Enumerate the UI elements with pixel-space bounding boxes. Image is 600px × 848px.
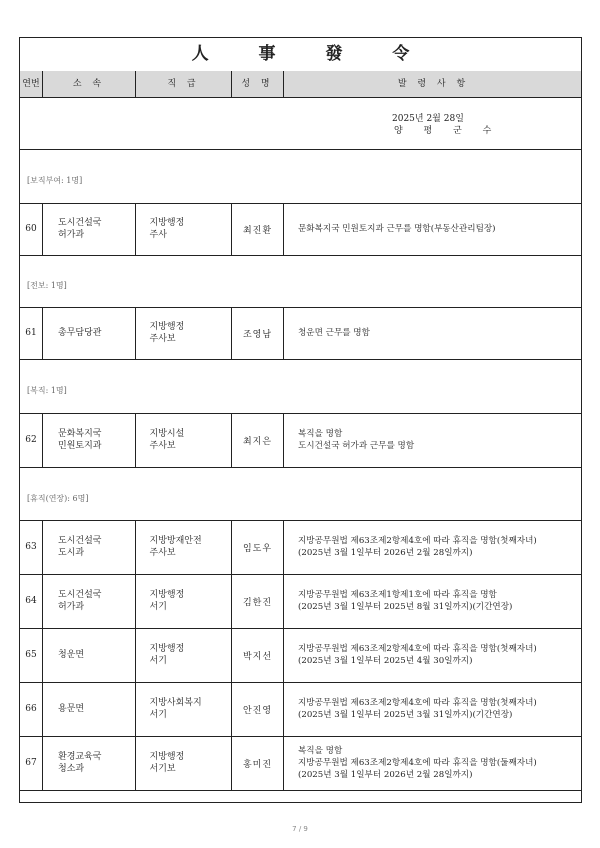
table-row xyxy=(20,203,581,256)
department-line: 도시건설국 xyxy=(58,218,102,228)
section-label: [보직부여: 1명] xyxy=(27,176,83,185)
issuer: 양 평 군 수 xyxy=(394,126,501,136)
detail-line: 지방공무원법 제63조제2항제4호에 따라 휴직을 명함(둘째자녀) xyxy=(298,758,537,768)
department-line: 총무담당관 xyxy=(58,328,102,338)
issue-block xyxy=(20,97,581,150)
cell-number xyxy=(20,413,43,467)
table-row xyxy=(20,574,581,629)
detail-line: (2025년 3월 1일부터 2026년 2월 28일까지) xyxy=(298,548,473,558)
cell-number xyxy=(20,307,43,359)
department-line: 청운면 xyxy=(58,650,85,660)
document-title: 人 事 發 令 xyxy=(20,38,581,72)
cell-number xyxy=(20,628,43,682)
rank-line: 지방행정 xyxy=(149,322,185,332)
cell-details xyxy=(284,628,583,682)
cell-number xyxy=(20,574,43,628)
table-row xyxy=(20,307,581,360)
cell-details xyxy=(284,574,583,628)
cell-rank xyxy=(136,307,232,359)
cell-name xyxy=(232,628,284,682)
header-rank: 직 급 xyxy=(136,71,232,97)
cell-department xyxy=(43,203,136,255)
rank-line: 주사보 xyxy=(149,334,176,344)
cell-department xyxy=(43,520,136,574)
cell-number xyxy=(20,736,43,790)
table-row xyxy=(20,520,581,575)
cell-number xyxy=(20,203,43,255)
row-number: 64 xyxy=(25,596,37,606)
header-name: 성 명 xyxy=(232,71,284,97)
person-name: 홍미진 xyxy=(242,759,273,770)
cell-name xyxy=(232,682,284,736)
department-line: 용문면 xyxy=(58,704,85,714)
detail-line: 지방공무원법 제63조제2항제4호에 따라 휴직을 명함(첫째자녀) xyxy=(298,698,537,708)
detail-line: 청운면 근무를 명함 xyxy=(298,328,370,338)
cell-details xyxy=(284,307,583,359)
department-line: 청소과 xyxy=(58,764,85,774)
row-number: 62 xyxy=(25,435,37,445)
section-heading xyxy=(20,255,581,308)
personnel-order-document xyxy=(19,37,582,803)
person-name: 임도우 xyxy=(242,543,273,554)
rank-line: 지방방재안전 xyxy=(149,536,202,546)
detail-line: 지방공무원법 제63조제1항제1호에 따라 휴직을 명함 xyxy=(298,590,497,600)
table-row xyxy=(20,682,581,737)
cell-name xyxy=(232,520,284,574)
detail-line: (2025년 3월 1일부터 2025년 4월 30일까지) xyxy=(298,656,473,666)
section-heading xyxy=(20,467,581,521)
cell-rank xyxy=(136,682,232,736)
cell-name xyxy=(232,203,284,255)
detail-line: 도시건설국 허가과 근무를 명함 xyxy=(298,441,415,451)
table-row xyxy=(20,628,581,683)
cell-rank xyxy=(136,203,232,255)
department-line: 도시건설국 xyxy=(58,590,102,600)
rank-line: 지방행정 xyxy=(149,590,185,600)
table-header xyxy=(20,71,581,98)
cell-department xyxy=(43,628,136,682)
row-number: 65 xyxy=(25,650,37,660)
rank-line: 주사 xyxy=(149,230,167,240)
page-number: 7 / 9 xyxy=(292,825,308,833)
cell-rank xyxy=(136,574,232,628)
department-line: 문화복지국 xyxy=(58,429,102,439)
rank-line: 서기보 xyxy=(149,764,176,774)
table-row xyxy=(20,413,581,468)
cell-department xyxy=(43,574,136,628)
issue-date: 2025년 2월 28일 xyxy=(392,114,464,124)
cell-details xyxy=(284,413,583,467)
cell-department xyxy=(43,736,136,790)
rank-line: 지방시설 xyxy=(149,429,185,439)
rank-line: 주사보 xyxy=(149,548,176,558)
section-heading xyxy=(20,359,581,414)
cell-rank xyxy=(136,628,232,682)
department-line: 환경교육국 xyxy=(58,752,102,762)
section-label: [복직: 1명] xyxy=(27,386,67,395)
department-line: 민원토지과 xyxy=(58,441,102,451)
table-row xyxy=(20,736,581,791)
cell-rank xyxy=(136,413,232,467)
person-name: 최진환 xyxy=(242,225,273,236)
cell-details xyxy=(284,736,583,790)
detail-line: 복직을 명함 xyxy=(298,746,343,756)
person-name: 안진영 xyxy=(242,705,273,716)
row-number: 67 xyxy=(25,758,37,768)
cell-department xyxy=(43,413,136,467)
cell-name xyxy=(232,736,284,790)
detail-line: 지방공무원법 제63조제2항제4호에 따라 휴직을 명함(첫째자녀) xyxy=(298,536,537,546)
cell-details xyxy=(284,682,583,736)
header-department: 소 속 xyxy=(43,71,136,97)
department-line: 도시건설국 xyxy=(58,536,102,546)
rank-line: 주사보 xyxy=(149,441,176,451)
row-number: 63 xyxy=(25,542,37,552)
cell-details xyxy=(284,520,583,574)
cell-number xyxy=(20,682,43,736)
header-number: 연번 xyxy=(20,71,43,97)
department-line: 도시과 xyxy=(58,548,85,558)
section-heading xyxy=(20,149,581,204)
cell-name xyxy=(232,307,284,359)
rank-line: 서기 xyxy=(149,656,167,666)
department-line: 허가과 xyxy=(58,602,85,612)
cell-department xyxy=(43,682,136,736)
detail-line: 문화복지국 민원토지과 근무를 명함(부동산관리팀장) xyxy=(298,224,496,234)
person-name: 최지은 xyxy=(242,436,273,447)
cell-rank xyxy=(136,736,232,790)
rank-line: 지방사회복지 xyxy=(149,698,202,708)
rank-line: 서기 xyxy=(149,602,167,612)
department-line: 허가과 xyxy=(58,230,85,240)
rank-line: 지방행정 xyxy=(149,644,185,654)
detail-line: 복직을 명함 xyxy=(298,429,343,439)
person-name: 조영남 xyxy=(242,329,273,340)
cell-number xyxy=(20,520,43,574)
row-number: 60 xyxy=(25,224,37,234)
cell-name xyxy=(232,574,284,628)
detail-line: 지방공무원법 제63조제2항제4호에 따라 휴직을 명함(첫째자녀) xyxy=(298,644,537,654)
row-number: 66 xyxy=(25,704,37,714)
detail-line: (2025년 3월 1일부터 2025년 3월 31일까지)(기간연장) xyxy=(298,710,513,720)
detail-line: (2025년 3월 1일부터 2025년 8월 31일까지)(기간연장) xyxy=(298,602,513,612)
rank-line: 서기 xyxy=(149,710,167,720)
cell-rank xyxy=(136,520,232,574)
cell-details xyxy=(284,203,583,255)
rank-line: 지방행정 xyxy=(149,752,185,762)
cell-department xyxy=(43,307,136,359)
section-label: [휴직(연장): 6명] xyxy=(27,493,89,503)
person-name: 김한진 xyxy=(242,597,273,608)
rank-line: 지방행정 xyxy=(149,218,185,228)
detail-line: (2025년 3월 1일부터 2026년 2월 28일까지) xyxy=(298,770,473,780)
section-label: [전보: 1명] xyxy=(27,281,67,290)
cell-name xyxy=(232,413,284,467)
row-number: 61 xyxy=(25,328,37,338)
person-name: 박지선 xyxy=(242,651,273,662)
header-details: 발 령 사 항 xyxy=(397,79,470,89)
